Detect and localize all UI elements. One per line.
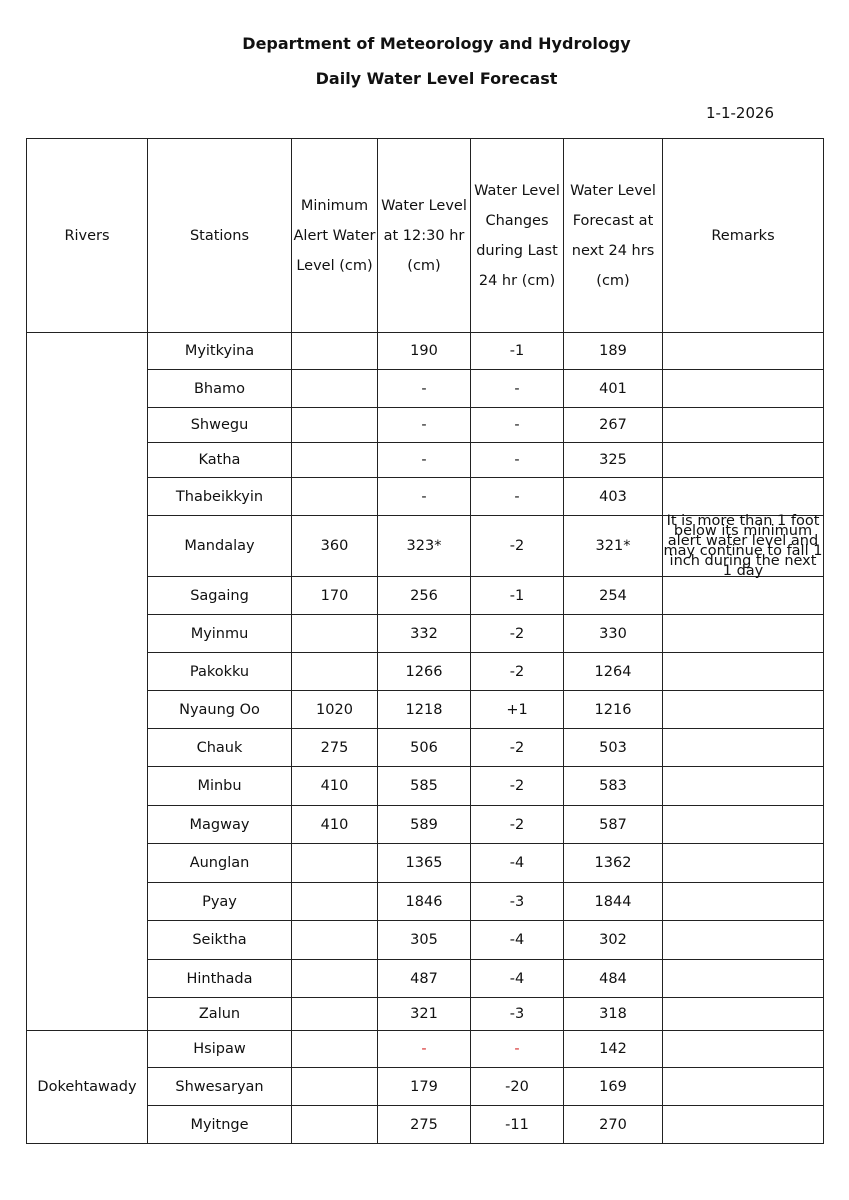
table-row xyxy=(27,333,824,370)
forecast-cell: 325 xyxy=(564,443,663,478)
table-row xyxy=(27,1031,824,1068)
level-change-cell: -1 xyxy=(471,333,564,370)
forecast-cell: 403 xyxy=(564,478,663,516)
forecast-cell: 1264 xyxy=(564,653,663,691)
level-change-cell: -3 xyxy=(471,998,564,1031)
water-level-cell: 256 xyxy=(378,577,471,615)
level-change-cell: -11 xyxy=(471,1106,564,1144)
level-change-cell: -1 xyxy=(471,577,564,615)
water-level-cell: - xyxy=(378,1031,471,1068)
station-cell: Myinmu xyxy=(148,615,292,653)
water-level-cell: 585 xyxy=(378,767,471,806)
level-change-cell: -2 xyxy=(471,516,564,577)
remark-cell xyxy=(663,883,824,921)
water-level-cell: 321 xyxy=(378,998,471,1031)
station-cell: Bhamo xyxy=(148,370,292,408)
water-level-cell: - xyxy=(378,443,471,478)
level-change-cell: -2 xyxy=(471,653,564,691)
water-level-cell: 487 xyxy=(378,960,471,998)
alert-level-cell: 275 xyxy=(292,729,378,767)
header-alert-level: Minimum Alert Water Level (cm) xyxy=(292,139,378,333)
remark-cell xyxy=(663,844,824,883)
remark-cell xyxy=(663,998,824,1031)
station-cell: Shwesaryan xyxy=(148,1068,292,1106)
water-level-cell: 506 xyxy=(378,729,471,767)
station-cell: Nyaung Oo xyxy=(148,691,292,729)
level-change-cell: -2 xyxy=(471,615,564,653)
station-cell: Minbu xyxy=(148,767,292,806)
station-cell: Myitnge xyxy=(148,1106,292,1144)
forecast-cell: 1216 xyxy=(564,691,663,729)
level-change-cell: -2 xyxy=(471,729,564,767)
alert-level-cell: 410 xyxy=(292,767,378,806)
river-cell xyxy=(27,333,148,1031)
station-cell: Katha xyxy=(148,443,292,478)
alert-level-cell xyxy=(292,443,378,478)
station-cell: Pakokku xyxy=(148,653,292,691)
station-cell: Seiktha xyxy=(148,921,292,960)
alert-level-cell xyxy=(292,960,378,998)
alert-level-cell: 360 xyxy=(292,516,378,577)
forecast-cell: 330 xyxy=(564,615,663,653)
station-cell: Sagaing xyxy=(148,577,292,615)
water-level-cell: 332 xyxy=(378,615,471,653)
alert-level-cell xyxy=(292,333,378,370)
alert-level-cell xyxy=(292,478,378,516)
water-level-cell: - xyxy=(378,478,471,516)
water-level-cell: 275 xyxy=(378,1106,471,1144)
station-cell: Chauk xyxy=(148,729,292,767)
alert-level-cell: 410 xyxy=(292,806,378,844)
forecast-cell: 1844 xyxy=(564,883,663,921)
header-remarks: Remarks xyxy=(663,139,824,333)
level-change-cell: - xyxy=(471,443,564,478)
water-level-cell: - xyxy=(378,370,471,408)
level-change-cell: -2 xyxy=(471,806,564,844)
level-change-cell: - xyxy=(471,1031,564,1068)
water-level-cell: 1365 xyxy=(378,844,471,883)
remark-cell xyxy=(663,1031,824,1068)
header-water-level: Water Level at 12:30 hr (cm) xyxy=(378,139,471,333)
header-forecast: Water Level Forecast at next 24 hrs (cm) xyxy=(564,139,663,333)
report-title: Daily Water Level Forecast xyxy=(315,69,558,88)
station-cell: Magway xyxy=(148,806,292,844)
forecast-cell: 318 xyxy=(564,998,663,1031)
forecast-cell: 142 xyxy=(564,1031,663,1068)
station-cell: Hinthada xyxy=(148,960,292,998)
station-cell: Myitkyina xyxy=(148,333,292,370)
water-level-cell: 1266 xyxy=(378,653,471,691)
alert-level-cell xyxy=(292,883,378,921)
remark-cell xyxy=(663,691,824,729)
level-change-cell: -20 xyxy=(471,1068,564,1106)
alert-level-cell xyxy=(292,998,378,1031)
level-change-cell: - xyxy=(471,408,564,443)
alert-level-cell xyxy=(292,615,378,653)
station-cell: Hsipaw xyxy=(148,1031,292,1068)
remark-cell xyxy=(663,921,824,960)
water-level-cell: 1218 xyxy=(378,691,471,729)
station-cell: Mandalay xyxy=(148,516,292,577)
header-level-change: Water Level Changes during Last 24 hr (cm) xyxy=(471,139,564,333)
alert-level-cell xyxy=(292,370,378,408)
alert-level-cell xyxy=(292,1031,378,1068)
forecast-cell: 583 xyxy=(564,767,663,806)
forecast-cell: 189 xyxy=(564,333,663,370)
remark-cell: It is more than 1 foot below its minimum alert water level and may continue to fall 1 inch during the next 1 day xyxy=(663,513,823,579)
forecast-cell: 270 xyxy=(564,1106,663,1144)
remark-cell xyxy=(663,806,824,844)
forecast-table xyxy=(26,138,824,1144)
remark-cell xyxy=(663,443,824,478)
alert-level-cell: 170 xyxy=(292,577,378,615)
station-cell: Zalun xyxy=(148,998,292,1031)
water-level-cell: 190 xyxy=(378,333,471,370)
water-level-cell: 589 xyxy=(378,806,471,844)
water-level-cell: 179 xyxy=(378,1068,471,1106)
forecast-cell: 169 xyxy=(564,1068,663,1106)
header-stations: Stations xyxy=(148,139,292,333)
station-cell: Aunglan xyxy=(148,844,292,883)
alert-level-cell xyxy=(292,1068,378,1106)
alert-level-cell xyxy=(292,1106,378,1144)
alert-level-cell xyxy=(292,408,378,443)
forecast-cell: 587 xyxy=(564,806,663,844)
remark-cell xyxy=(663,653,824,691)
water-level-cell: 305 xyxy=(378,921,471,960)
remark-cell xyxy=(663,333,824,370)
level-change-cell: -4 xyxy=(471,844,564,883)
remark-cell xyxy=(663,767,824,806)
forecast-cell: 302 xyxy=(564,921,663,960)
alert-level-cell xyxy=(292,653,378,691)
level-change-cell: -3 xyxy=(471,883,564,921)
alert-level-cell xyxy=(292,921,378,960)
station-cell: Pyay xyxy=(148,883,292,921)
water-level-cell: 323* xyxy=(378,516,471,577)
forecast-cell: 1362 xyxy=(564,844,663,883)
remark-cell xyxy=(663,960,824,998)
level-change-cell: - xyxy=(471,478,564,516)
river-cell: Dokehtawady xyxy=(27,1031,148,1144)
remark-cell xyxy=(663,1068,824,1106)
department-title: Department of Meteorology and Hydrology xyxy=(242,34,631,53)
forecast-cell: 503 xyxy=(564,729,663,767)
remark-cell xyxy=(663,577,824,615)
remark-cell xyxy=(663,478,824,516)
station-cell: Shwegu xyxy=(148,408,292,443)
forecast-cell: 267 xyxy=(564,408,663,443)
station-cell: Thabeikkyin xyxy=(148,478,292,516)
remark-cell xyxy=(663,729,824,767)
alert-level-cell: 1020 xyxy=(292,691,378,729)
level-change-cell: -2 xyxy=(471,767,564,806)
remark-cell xyxy=(663,1106,824,1144)
report-date: 1-1-2026 xyxy=(706,104,775,122)
level-change-cell: -4 xyxy=(471,960,564,998)
water-level-cell: - xyxy=(378,408,471,443)
alert-level-cell xyxy=(292,844,378,883)
forecast-cell: 254 xyxy=(564,577,663,615)
remark-cell xyxy=(663,615,824,653)
remark-cell xyxy=(663,408,824,443)
table-header-row xyxy=(27,139,824,333)
forecast-cell: 401 xyxy=(564,370,663,408)
level-change-cell: -4 xyxy=(471,921,564,960)
forecast-cell: 484 xyxy=(564,960,663,998)
level-change-cell: - xyxy=(471,370,564,408)
forecast-cell: 321* xyxy=(564,516,663,577)
level-change-cell: +1 xyxy=(471,691,564,729)
header-rivers: Rivers xyxy=(27,139,148,333)
remark-cell xyxy=(663,370,824,408)
water-level-cell: 1846 xyxy=(378,883,471,921)
